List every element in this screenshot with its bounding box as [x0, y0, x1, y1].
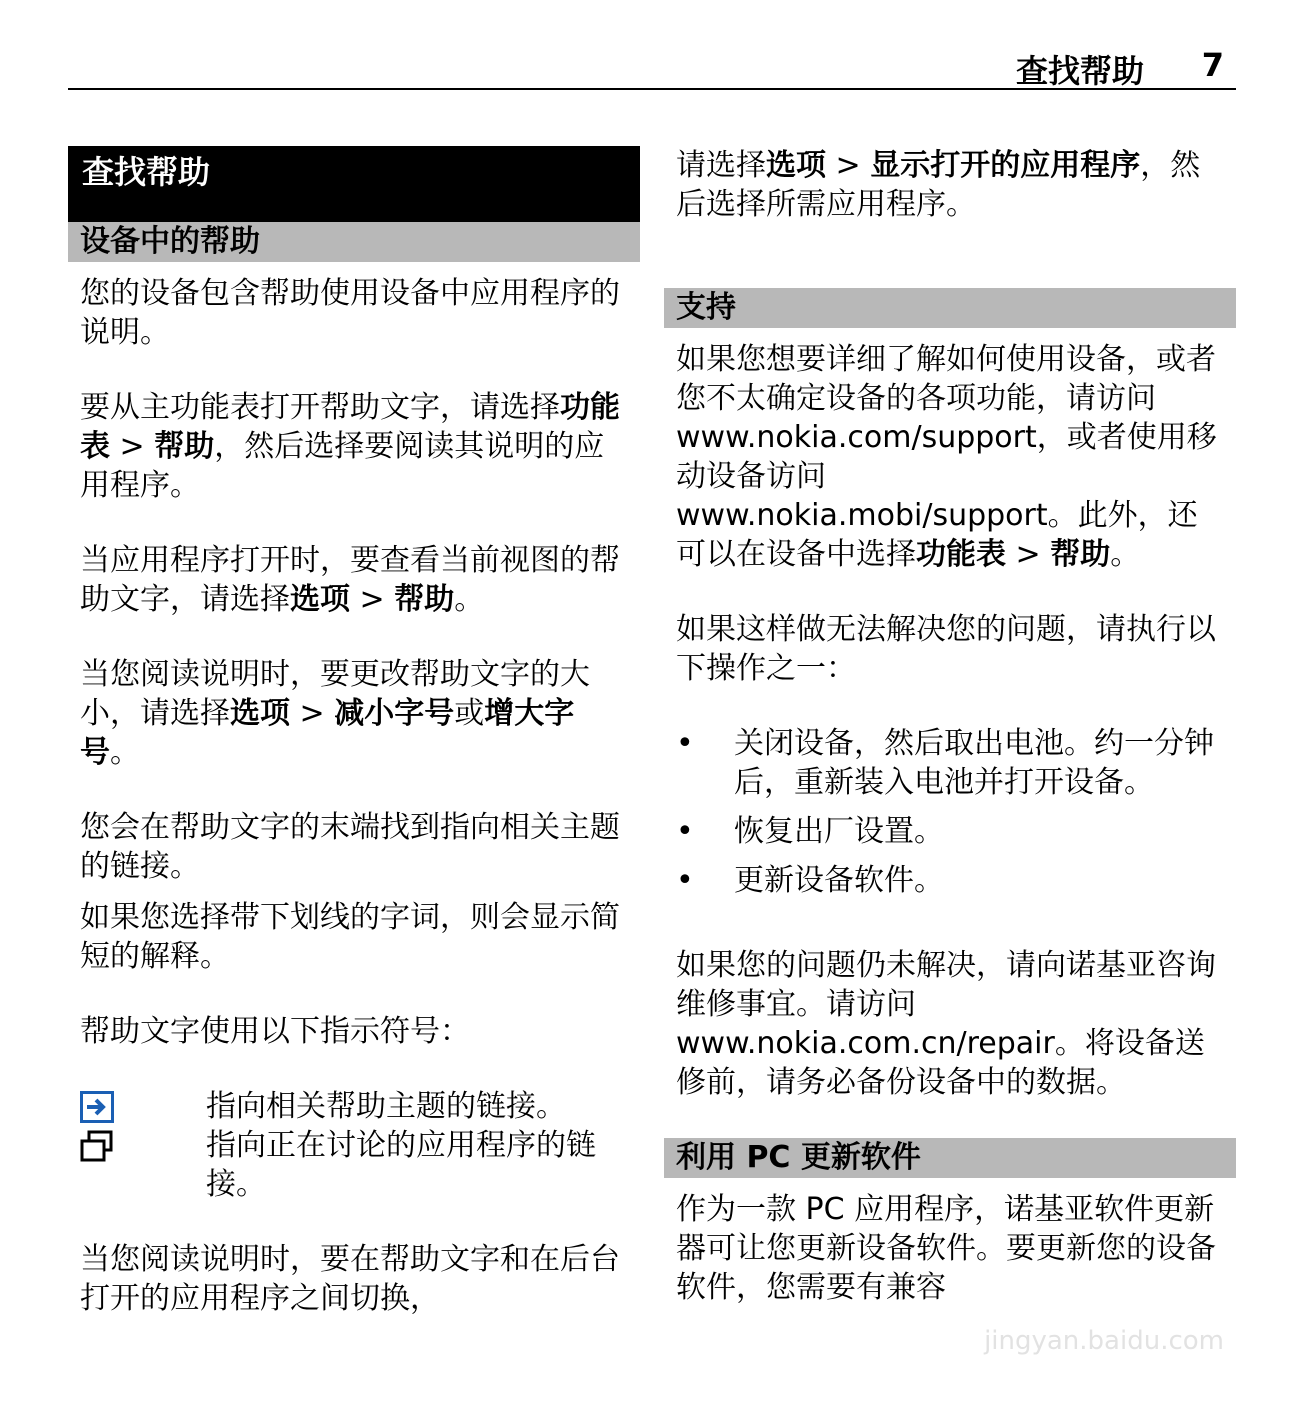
- menu-path-text: 选项: [230, 696, 290, 731]
- paragraph: 如果您想要详细了解如何使用设备，或者您不太确定设备的各项功能，请访问 www.nokia.com/support，或者使用移动设备访问 www.nokia.mobi/support。此外，还可以在设备中选择功能表 > 帮助。: [676, 342, 1217, 572]
- paragraph: 您会在帮助文字的末端找到指向相关主题的链接。: [80, 810, 620, 884]
- indicator-row: 指向正在讨论的应用程序的链接。: [80, 1126, 640, 1204]
- paragraph: 当您阅读说明时，要在帮助文字和在后台打开的应用程序之间切换，: [80, 1242, 620, 1316]
- paragraph: 如果这样做无法解决您的问题，请执行以下操作之一：: [676, 612, 1216, 686]
- menu-path-text: 帮助: [1050, 537, 1111, 572]
- windows-app-icon: [80, 1130, 114, 1162]
- bullet-list: [664, 724, 1236, 900]
- menu-path-text: 增大字号: [80, 696, 575, 770]
- running-head: [68, 44, 1236, 90]
- running-head-title: 查找帮助: [1015, 52, 1144, 90]
- paragraph: 当您阅读说明时，要更改帮助文字的大小，请选择选项 > 减小字号或增大字号。: [80, 657, 590, 770]
- menu-path-text: 功能表: [916, 537, 1006, 572]
- list-item: • 关闭设备，然后取出电池。约一分钟后，重新装入电池并打开设备。: [676, 726, 1214, 800]
- menu-path-text: 选项: [290, 582, 350, 617]
- arrow-link-icon: [80, 1091, 114, 1123]
- menu-path-text: 选项: [766, 148, 826, 183]
- menu-path-text: 显示打开的应用程序: [870, 148, 1141, 183]
- indicator-row: 指向相关帮助主题的链接。: [80, 1087, 640, 1126]
- section-title-pc-update: 利用 PC 更新软件: [664, 1138, 1236, 1178]
- menu-path-text: 功能表: [80, 390, 620, 464]
- section-title-device-help: 设备中的帮助: [68, 222, 640, 262]
- right-column: [664, 146, 1236, 1307]
- watermark: jingyan.baidu.com: [984, 1326, 1224, 1356]
- left-column: [68, 146, 640, 1318]
- menu-path-text: 帮助: [394, 582, 455, 617]
- menu-path-text: 帮助: [154, 429, 215, 464]
- paragraph: 要从主功能表打开帮助文字，请选择功能表 > 帮助，然后选择要阅读其说明的应用程序。: [80, 390, 620, 503]
- list-item: • 恢复出厂设置。: [676, 814, 944, 849]
- paragraph: 帮助文字使用以下指示符号：: [80, 1014, 470, 1049]
- page-number: 7: [1201, 46, 1224, 84]
- paragraph: 作为一款 PC 应用程序，诺基亚软件更新器可让您更新设备软件。要更新您的设备软件，您需要有兼容: [676, 1192, 1216, 1305]
- list-item: • 更新设备软件。: [676, 863, 944, 898]
- paragraph: 如果您的问题仍未解决，请向诺基亚咨询维修事宜。请访问 www.nokia.com.cn/repair。将设备送修前，请务必备份设备中的数据。: [676, 948, 1216, 1100]
- paragraph: 如果您选择带下划线的字词，则会显示简短的解释。: [80, 900, 620, 974]
- paragraph: 请选择选项 > 显示打开的应用程序，然后选择所需应用程序。: [676, 148, 1201, 222]
- paragraph: 当应用程序打开时，要查看当前视图的帮助文字，请选择选项 > 帮助。: [80, 543, 620, 617]
- paragraph: 您的设备包含帮助使用设备中应用程序的说明。: [80, 276, 620, 350]
- section-title-support: 支持: [664, 288, 1236, 328]
- chapter-title: 查找帮助: [68, 146, 640, 222]
- menu-path-text: 减小字号: [334, 696, 455, 731]
